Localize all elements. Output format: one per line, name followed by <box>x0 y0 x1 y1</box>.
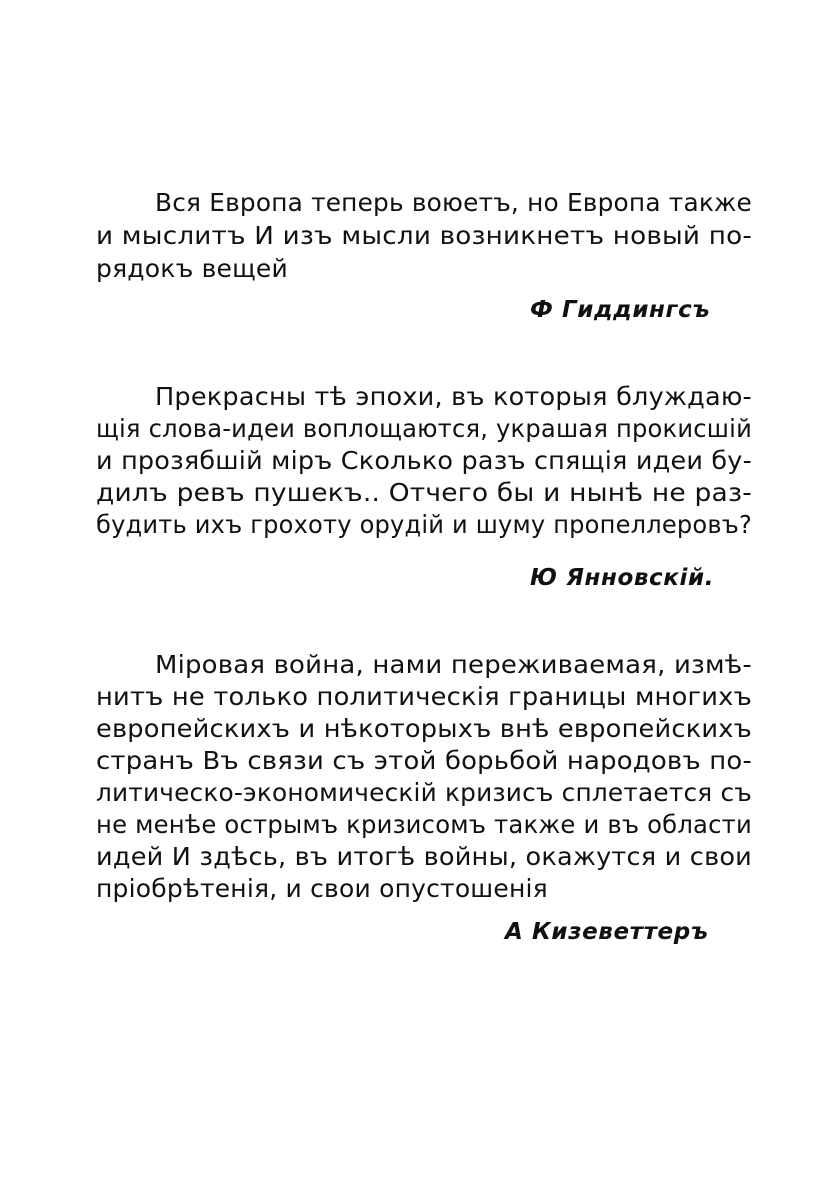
quote-3-line-2: нитъ не только политическія границы многихъ <box>96 682 752 711</box>
quote-2-line-1: Прекрасны тѣ эпохи, въ которыя блуждаю- <box>155 382 752 411</box>
quote-3-line-6: не менѣе острымъ кризисомъ также и въ области <box>96 810 752 839</box>
quote-3-line-3: европейскихъ и нѣкоторыхъ внѣ европейскихъ <box>96 714 752 743</box>
quote-2-line-5: будить ихъ грохоту орудій и шуму пропеллеровъ? <box>96 510 752 539</box>
quote-2-line-2: щія слова-идеи воплощаются, украшая прокисшій <box>96 414 752 443</box>
quote-2-author: Ю Янновскій. <box>530 565 715 591</box>
quote-1-author: Ф Гиддингсъ <box>530 297 711 323</box>
quote-2-line-4: дилъ ревъ пушекъ.. Отчего бы и нынѣ не раз- <box>96 478 752 507</box>
quote-3-line-1: Міровая война, нами переживаемая, измѣ- <box>155 650 752 679</box>
quote-1-line-3: рядокъ вещей <box>96 254 288 283</box>
quote-3-author: А Кизеветтеръ <box>505 919 709 945</box>
quote-3-line-8: пріобрѣтенія, и свои опустошенія <box>96 874 548 903</box>
quote-1-line-2: и мыслитъ И изъ мысли возникнетъ новый по- <box>96 221 752 250</box>
quote-3-line-7: идей И здѣсь, въ итогѣ войны, окажутся и свои <box>96 842 752 871</box>
quote-1-line-1: Вся Европа теперь воюетъ, но Европа также <box>155 188 752 217</box>
quote-2-line-3: и прозябшій міръ Сколько разъ спящія идеи бу- <box>96 446 752 475</box>
quote-3-line-5: литическо-экономическій кризисъ сплетается съ <box>96 778 752 807</box>
quote-3-line-4: странъ Въ связи съ этой борьбой народовъ по- <box>96 746 752 775</box>
